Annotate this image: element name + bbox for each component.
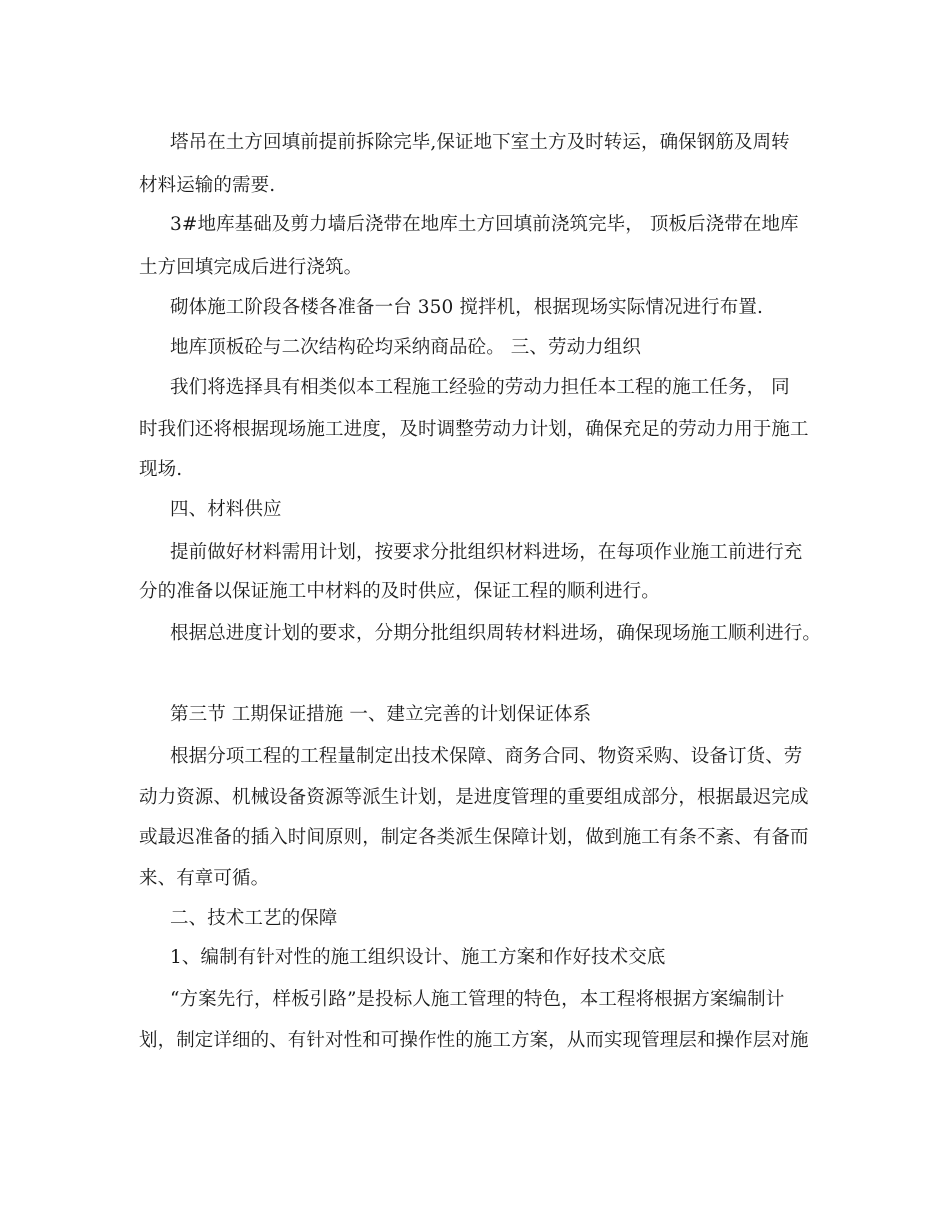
paragraph-line: 材料运输的需要. (139, 175, 276, 196)
paragraph-line: 砌体施工阶段各楼各准备一台 350 搅拌机，根据现场实际情况进行布置. (170, 297, 763, 318)
paragraph-line: 塔吊在土方回填前提前拆除完毕,保证地下室土方及时转运，确保钢筋及周转 (170, 132, 790, 153)
paragraph-line: 我们将选择具有相类似本工程施工经验的劳动力担任本工程的施工任务， 同 (170, 377, 790, 398)
paragraph-line: 根据总进度计划的要求，分期分批组织周转材料进场，确保现场施工顺利进行。 (170, 623, 822, 644)
paragraph-line: 根据分项工程的工程量制定出技术保障、商务合同、物资采购、设备订货、劳 (170, 746, 803, 767)
paragraph-line: 动力资源、机械设备资源等派生计划，是进度管理的重要组成部分，根据最迟完成 (139, 787, 809, 808)
paragraph-line: 来、有章可循。 (139, 868, 270, 889)
section-heading: 二、技术工艺的保障 (170, 908, 338, 929)
paragraph-line: 现场. (139, 459, 183, 480)
paragraph-line: 地库顶板砼与二次结构砼均采纳商品砼。 三、劳动力组织 (170, 337, 641, 358)
paragraph-line: 划，制定详细的、有针对性和可操作性的施工方案，从而实现管理层和操作层对施 (139, 1030, 809, 1051)
section-heading: 第三节 工期保证措施 一、建立完善的计划保证体系 (170, 704, 592, 725)
subsection-heading: 1、编制有针对性的施工组织设计、施工方案和作好技术交底 (170, 947, 666, 968)
paragraph-line: 土方回填完成后进行浇筑。 (139, 257, 363, 278)
section-heading: 四、材料供应 (170, 499, 282, 520)
paragraph-line: 或最迟准备的插入时间原则，制定各类派生保障计划，做到施工有条不紊、有备而 (139, 827, 809, 848)
paragraph-line: 提前做好材料需用计划，按要求分批组织材料进场，在每项作业施工前进行充 (170, 542, 803, 563)
paragraph-line: 3#地库基础及剪力墙后浇带在地库土方回填前浇筑完毕， 顶板后浇带在地库 (170, 214, 799, 235)
paragraph-line: “方案先行，样板引路”是投标人施工管理的特色，本工程将根据方案编制计 (170, 989, 785, 1010)
paragraph-line: 时我们还将根据现场施工进度，及时调整劳动力计划，确保充足的劳动力用于施工 (139, 419, 809, 440)
paragraph-line: 分的准备以保证施工中材料的及时供应，保证工程的顺利进行。 (139, 581, 660, 602)
